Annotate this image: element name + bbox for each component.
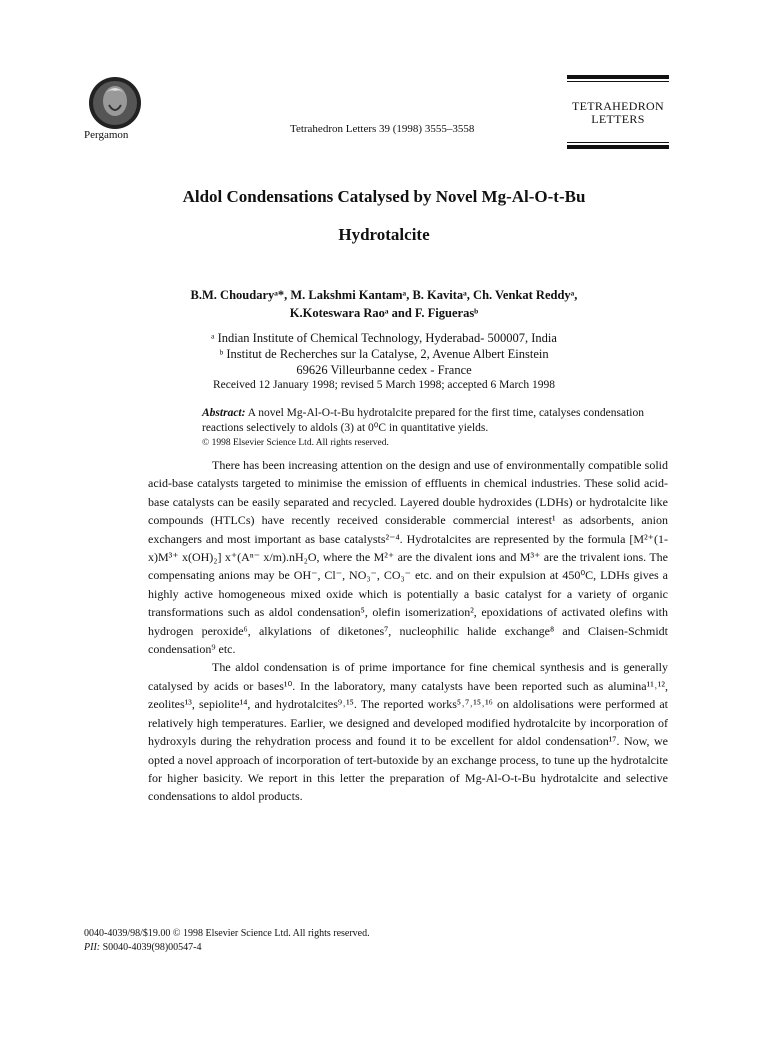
journal-citation: Tetrahedron Letters 39 (1998) 3555–3558 bbox=[290, 123, 475, 135]
journal-name-line1: TETRAHEDRON bbox=[572, 99, 664, 113]
authors-line2: K.Koteswara Raoᵃ and F. Figuerasᵇ bbox=[289, 306, 479, 320]
footer bbox=[84, 927, 370, 955]
affiliations bbox=[60, 330, 708, 378]
body-paragraph-1: There has been increasing attention on the design and use of environmentally compatible solid acid-base catalysts targeted to minimise the emission of effluents in chemical industries. These solid acid-base catalysts can be easily separated and recycled. Layered double hydroxides (LDHs) or hydrotalcite like compounds (HTLCs) have recently received considerable commercial interest¹ as adsorbents, anion exchangers and most important as base catalysts²⁻⁴. Hydrotalcites are represented by the formula [M²⁺(1-x)M³⁺ x(OH)₂] x⁺(Aⁿ⁻ x/m).nH₂O, where the M²⁺ are the divalent ions and M³⁺ are the trivalent ions. The compensating anions may be OH⁻, Cl⁻, NO₃⁻, CO₃⁻ etc. and on their expulsion at 450⁰C, LDHs gives a highly active homogeneous mixed oxide which is potentially a basic catalyst for a variety of organic transformations such as aldol condensation⁵, olefin isomerization², epoxidations of activated olefins with hydrogen peroxide⁶, alkylations of diketones⁷, nucleophilic halide exchange⁸ and Claisen-Schmidt condensation⁹ etc. bbox=[148, 458, 668, 657]
abstract-copyright: © 1998 Elsevier Science Ltd. All rights reserved. bbox=[202, 438, 389, 448]
journal-masthead bbox=[567, 75, 669, 149]
body-paragraph-2: The aldol condensation is of prime importance for fine chemical synthesis and is generally catalysed by acids or bases¹⁰. In the laboratory, many catalysts have been reported such as alumina¹¹˒¹², zeolites¹³, sepiolite¹⁴, and hydrotalcites⁹˒¹⁵. The reported works⁵˒⁷˒¹⁵˒¹⁶ on aldolisations were performed at relatively high temperatures. Earlier, we designed and developed modified hydrotalcite by incorporation of hydroxyls during the rehydration process and found it to be excellent for aldol condensation¹⁷. Now, we opted a novel approach of incorporation of tert-butoxide by an exchange process, to tune up the hydrotalcite for higher basicity. We report in this letter the preparation of Mg-Al-O-t-Bu hydrotalcite and selective condensations to aldol products. bbox=[148, 660, 668, 804]
journal-name-line2: LETTERS bbox=[591, 112, 645, 126]
affiliation-b: ᵇ Institut de Recherches sur la Catalyse, 2, Avenue Albert Einstein bbox=[219, 347, 549, 361]
pii-value: S0040-4039(98)00547-4 bbox=[100, 942, 202, 953]
journal-name bbox=[567, 100, 669, 126]
footer-issn-copyright: 0040-4039/98/$19.00 © 1998 Elsevier Science Ltd. All rights reserved. bbox=[84, 928, 370, 939]
footer-pii bbox=[84, 941, 370, 955]
affiliation-b-city: 69626 Villeurbanne cedex - France bbox=[296, 363, 472, 377]
abstract bbox=[202, 406, 668, 451]
article-body bbox=[148, 456, 668, 806]
author-list bbox=[60, 286, 708, 322]
masthead-rule-bottom-thin bbox=[567, 142, 669, 143]
article-title-line1: Aldol Condensations Catalysed by Novel Mg-Al-O-t-Bu bbox=[182, 187, 586, 206]
masthead-rule-top bbox=[567, 75, 669, 79]
abstract-label: Abstract: bbox=[202, 407, 246, 419]
elsevier-tree-logo bbox=[80, 75, 150, 131]
received-dates: Received 12 January 1998; revised 5 March 1998; accepted 6 March 1998 bbox=[212, 379, 555, 391]
authors-line1: B.M. Choudaryᵃ*, M. Lakshmi Kantamᵃ, B. Kavitaᵃ, Ch. Venkat Reddyᵃ, bbox=[190, 288, 578, 302]
affiliation-a: ᵃ Indian Institute of Chemical Technology, Hyderabad- 500007, India bbox=[211, 331, 557, 345]
masthead-rule-bottom bbox=[567, 145, 669, 149]
masthead-rule-top-thin bbox=[567, 81, 669, 82]
article-title-line2: Hydrotalcite bbox=[338, 225, 430, 244]
pii-label: PII: bbox=[84, 942, 101, 953]
abstract-text: A novel Mg-Al-O-t-Bu hydrotalcite prepared for the first time, catalyses condensation reactions selectively to aldols (3) at 0⁰C in quantitative yields. bbox=[202, 407, 645, 434]
publisher-name: Pergamon bbox=[84, 129, 129, 141]
